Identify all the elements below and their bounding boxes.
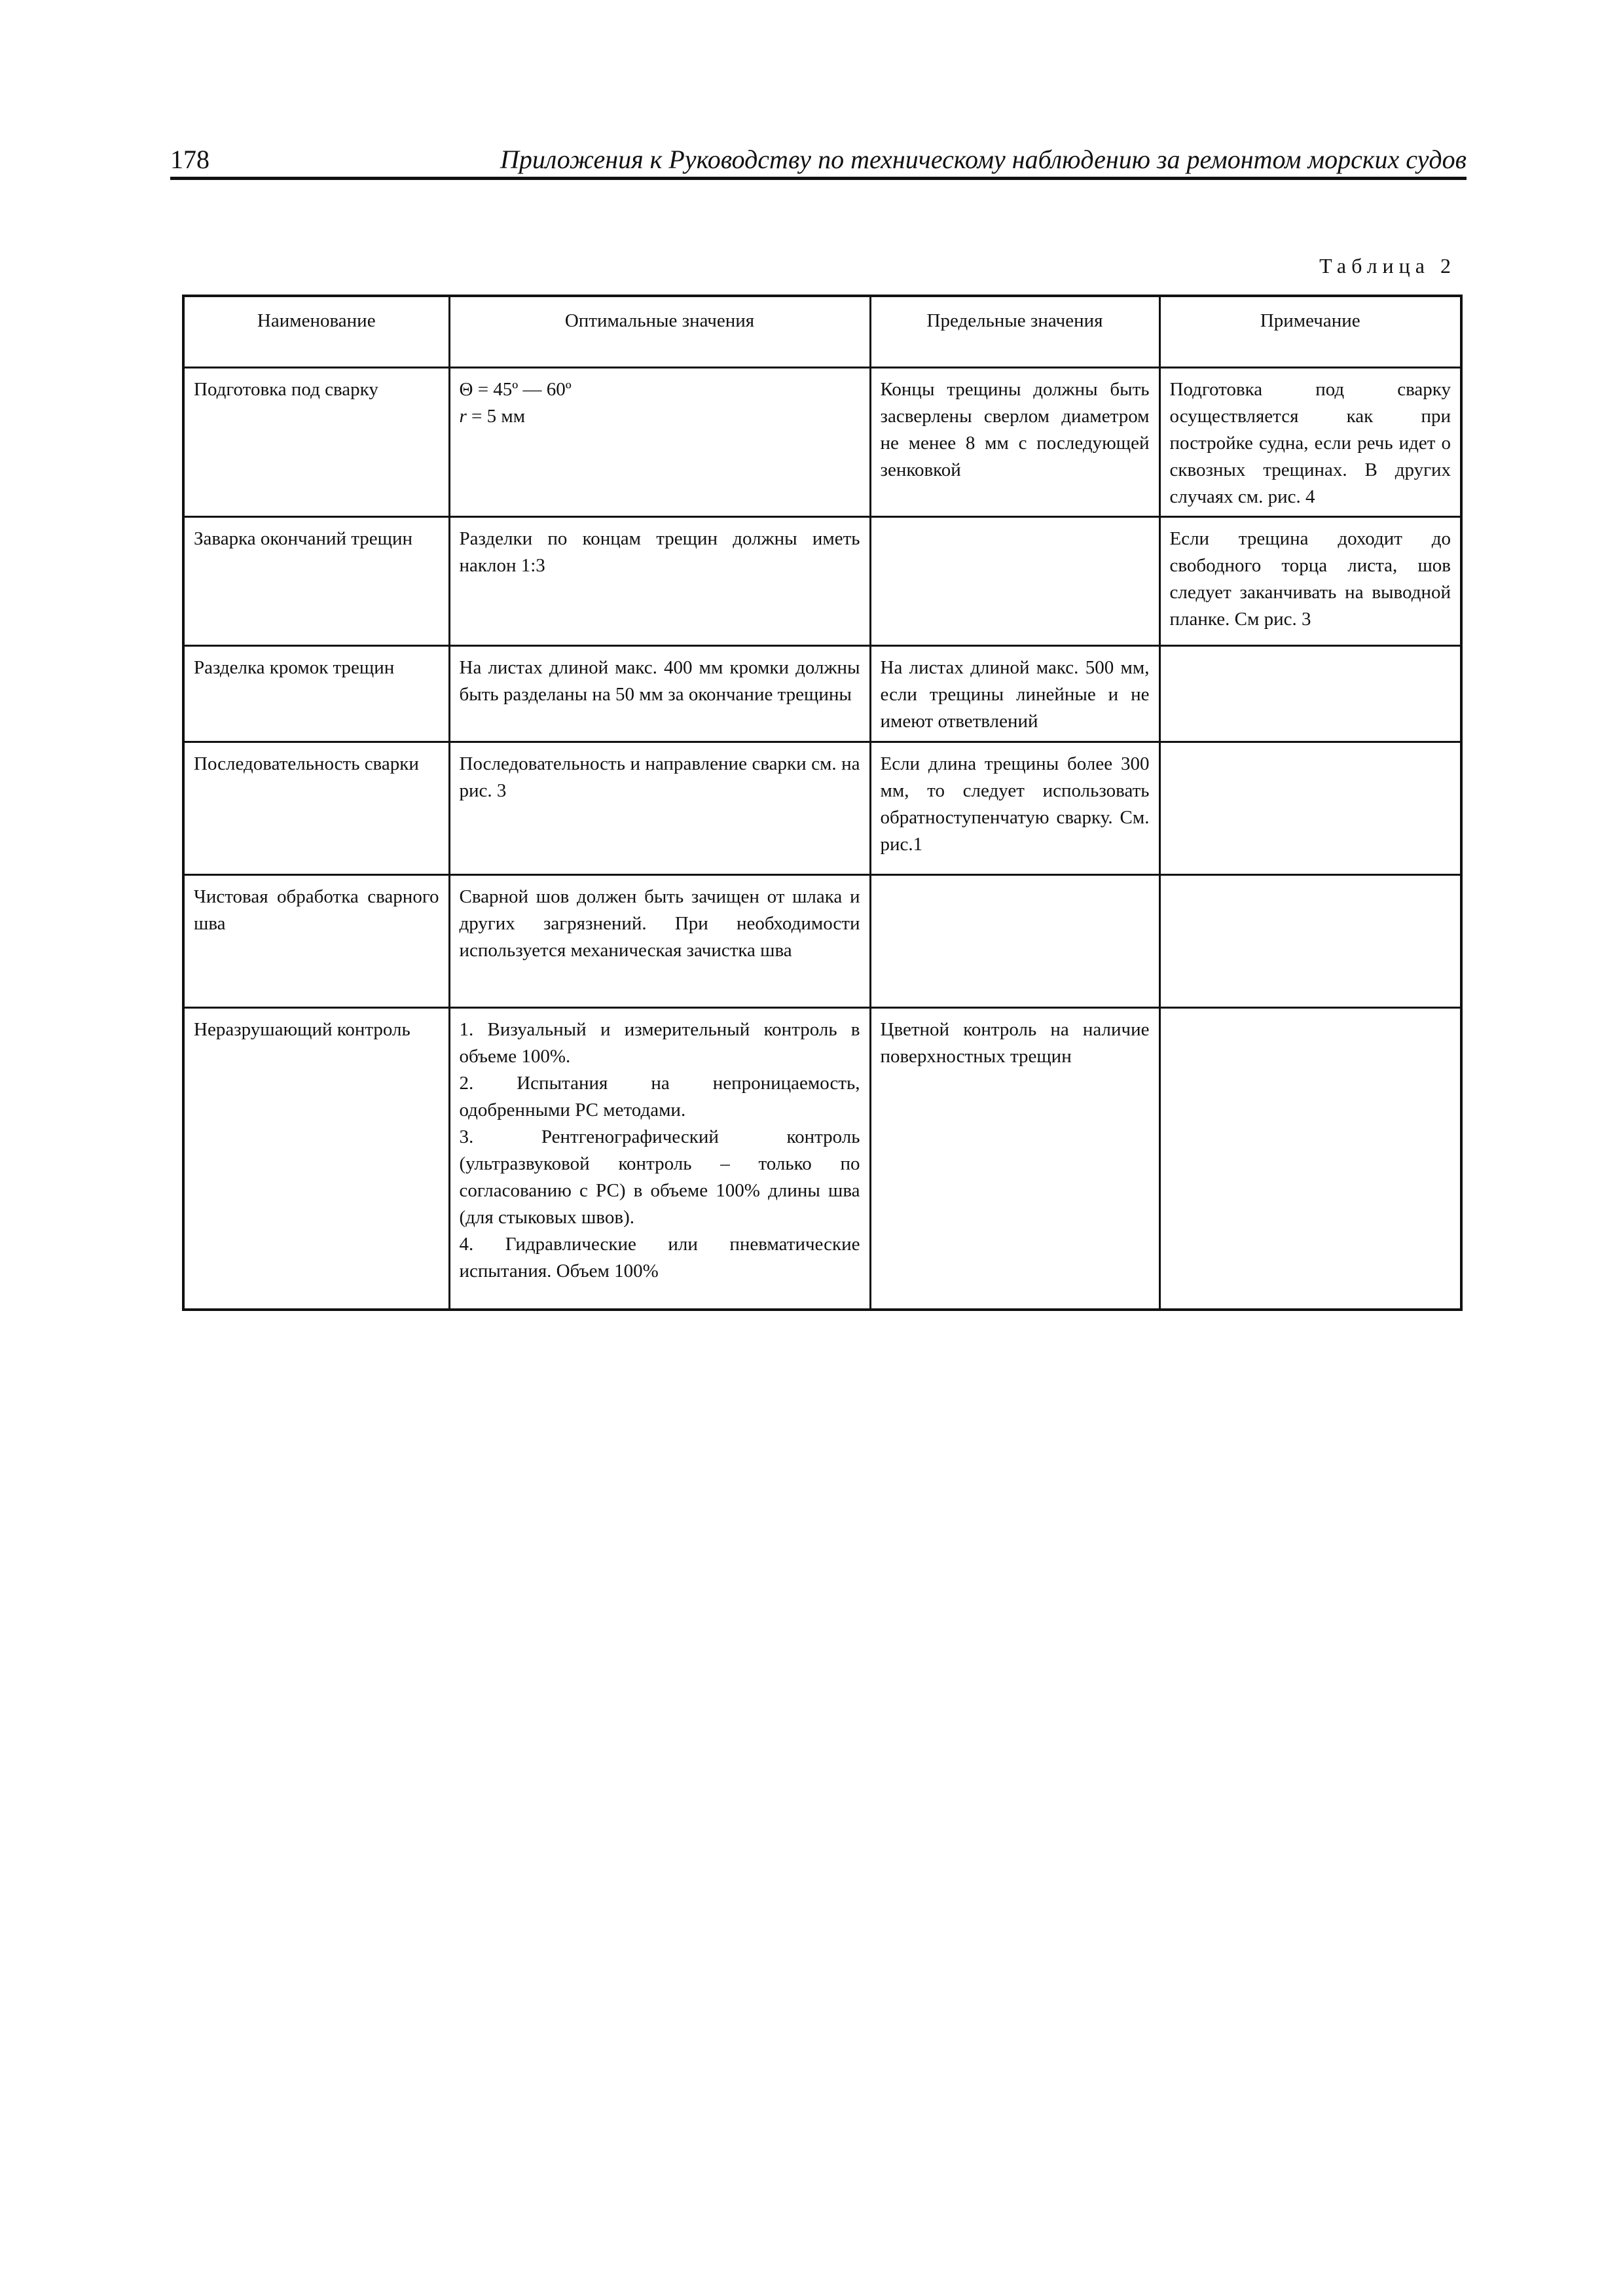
column-header-note: Примечание [1159, 296, 1461, 368]
page-number: 178 [170, 145, 210, 174]
row-limit-cell: Концы трещины должны быть засверлены сверлом диаметром не менее 8 мм с последующей зенковкой [870, 368, 1159, 517]
row-optimal-cell: Сварной шов должен быть зачищен от шлака и других загрязнений. При необходимости используется механическая зачистка шва [449, 875, 870, 1008]
column-header-optimal: Оптимальные значения [449, 296, 870, 368]
table-row [183, 517, 1461, 646]
row-limit-cell: На листах длиной макс. 500 мм, если трещины линейные и не имеют ответвлений [870, 646, 1159, 742]
table-row [183, 646, 1461, 742]
row-optimal-cell: Последовательность и направление сварки см. на рис. 3 [449, 742, 870, 875]
radius-value: = 5 мм [466, 406, 526, 427]
optimal-radius-line [460, 403, 860, 430]
row-name-cell: Заварка окончаний трещин [183, 517, 449, 646]
column-header-name: Наименование [183, 296, 449, 368]
table-row [183, 875, 1461, 1008]
table-row [183, 1008, 1461, 1310]
table-caption: Таблица 2 [1319, 254, 1456, 278]
page-header [170, 141, 1467, 180]
row-note-cell: Если трещина доходит до свободного торца листа, шов следует заканчивать на выводной планке. См рис. 3 [1159, 517, 1461, 646]
radius-variable: r [459, 406, 467, 427]
row-note-cell [1159, 875, 1461, 1008]
row-limit-cell: Цветной контроль на наличие поверхностных трещин [870, 1008, 1159, 1310]
row-name-cell: Последовательность сварки [183, 742, 449, 875]
row-name-cell: Разделка кромок трещин [183, 646, 449, 742]
row-note-cell: Подготовка под сварку осуществляется как при постройке судна, если речь идет о сквозных трещинах. В других случаях см. рис. 4 [1159, 368, 1461, 517]
row-limit-cell [870, 517, 1159, 646]
requirements-table [182, 295, 1463, 1311]
row-limit-cell [870, 875, 1159, 1008]
table-row [183, 742, 1461, 875]
row-note-cell [1159, 646, 1461, 742]
table-row [183, 368, 1461, 517]
column-header-limit: Предельные значения [870, 296, 1159, 368]
running-title: Приложения к Руководству по техническому наблюдению за ремонтом морских судов [500, 145, 1467, 174]
row-note-cell [1159, 742, 1461, 875]
optimal-angle-line: Θ = 45º — 60º [459, 379, 572, 400]
row-limit-cell: Если длина трещины более 300 мм, то следует использовать обратноступенчатую сварку. См. рис.1 [870, 742, 1159, 875]
table-header-row [183, 296, 1461, 368]
row-note-cell [1159, 1008, 1461, 1310]
row-optimal-cell: Разделки по концам трещин должны иметь наклон 1:3 [449, 517, 870, 646]
row-optimal-cell [449, 368, 870, 517]
row-optimal-cell: На листах длиной макс. 400 мм кромки должны быть разделаны на 50 мм за окончание трещины [449, 646, 870, 742]
row-name-cell: Подготовка под сварку [183, 368, 449, 517]
row-optimal-cell: 1. Визуальный и измерительный контроль в объеме 100%. 2. Испытания на непроницаемость, одобренными РС методами. 3. Рентгенографический контроль (ультразвуковой контроль – только по согласованию с РС) в объеме 100% длины шва (для стыковых швов). 4. Гидравлические или пневматические испытания. Объем 100% [449, 1008, 870, 1310]
row-name-cell: Неразрушающий контроль [183, 1008, 449, 1310]
row-name-cell: Чистовая обработка сварного шва [183, 875, 449, 1008]
